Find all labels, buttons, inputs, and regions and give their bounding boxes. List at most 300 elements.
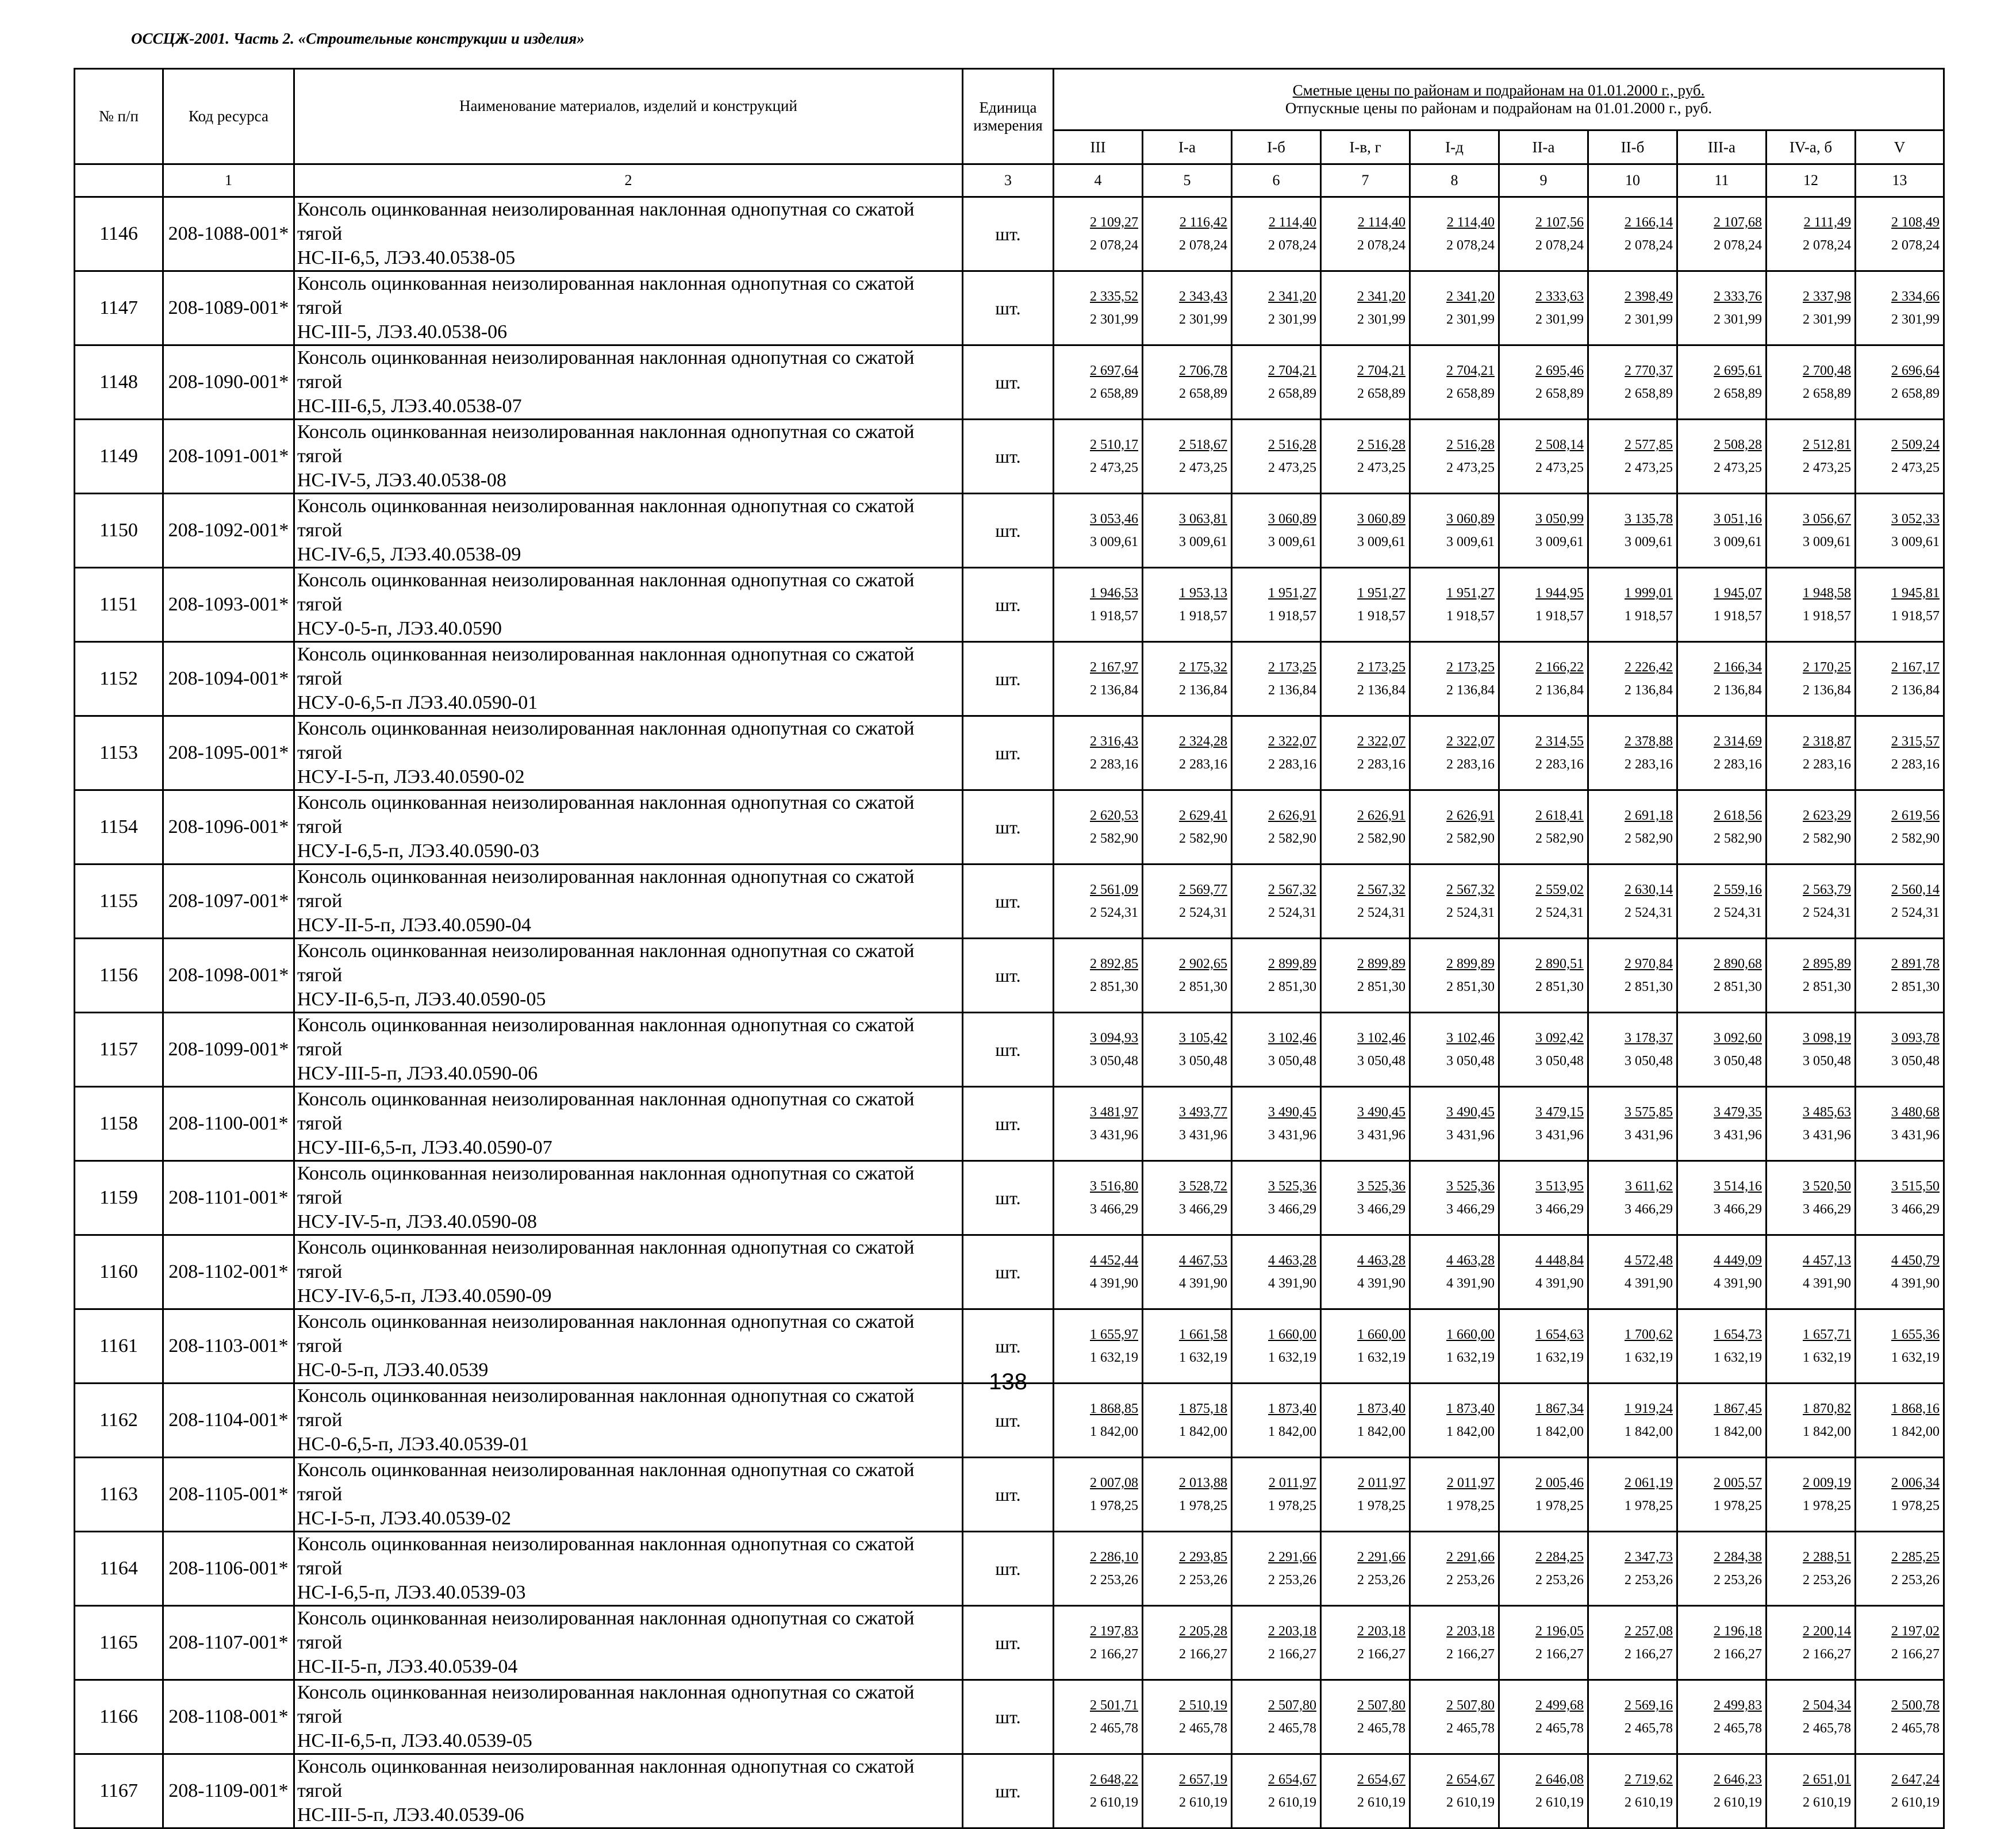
estimate-price: 2 324,28: [1179, 734, 1227, 749]
estimate-price: 2 107,68: [1714, 215, 1762, 230]
price-cell: [1321, 420, 1410, 494]
estimate-price: 3 515,50: [1891, 1179, 1940, 1194]
estimate-price: 2 510,17: [1090, 437, 1138, 452]
estimate-price: 3 102,46: [1268, 1031, 1316, 1046]
table-row: [75, 494, 1944, 568]
price-cell: [1143, 271, 1232, 345]
estimate-price: 2 318,87: [1803, 734, 1851, 749]
row-number: 1150: [75, 494, 163, 568]
material-name-line2: НСУ-II-5-п, ЛЭЗ.40.0590-04: [297, 914, 531, 936]
price-cell: [1677, 345, 1767, 420]
header-num: № п/п: [75, 69, 163, 164]
estimate-price: 2 114,40: [1446, 215, 1495, 230]
estimate-price: 2 892,85: [1090, 956, 1138, 971]
estimate-price: 3 060,89: [1268, 512, 1316, 527]
estimate-price: 3 178,37: [1625, 1031, 1673, 1046]
estimate-price: 2 341,20: [1357, 289, 1406, 304]
estimate-price: 2 378,88: [1625, 734, 1673, 749]
release-price: 2 253,26: [1714, 1573, 1762, 1588]
price-cell: [1677, 1680, 1767, 1754]
price-cell: [1677, 1013, 1767, 1087]
price-cell: [1767, 197, 1856, 271]
release-price: 1 918,57: [1446, 609, 1495, 624]
price-cell: [1410, 494, 1499, 568]
header-colnum: 13: [1856, 164, 1944, 197]
estimate-price: 2 200,14: [1803, 1624, 1851, 1639]
release-price: 1 918,57: [1179, 609, 1227, 624]
estimate-price: 4 463,28: [1357, 1253, 1406, 1268]
estimate-price: 3 528,72: [1179, 1179, 1227, 1194]
release-price: 2 473,25: [1179, 460, 1227, 475]
price-cell: [1054, 1235, 1143, 1309]
price-cell: [1054, 1532, 1143, 1606]
release-price: 3 009,61: [1446, 535, 1495, 550]
release-price: 3 431,96: [1535, 1128, 1584, 1143]
header-name: Наименование материалов, изделий и конструкций: [294, 69, 963, 164]
price-cell: [1677, 1087, 1767, 1161]
release-price: 3 431,96: [1803, 1128, 1851, 1143]
release-price: 2 658,89: [1446, 386, 1495, 401]
estimate-price: 2 173,25: [1268, 660, 1316, 675]
unit: шт.: [963, 568, 1054, 642]
estimate-price: 2 559,16: [1714, 882, 1762, 897]
release-price: 2 851,30: [1714, 979, 1762, 994]
price-cell: [1499, 1680, 1588, 1754]
header-colnum: 6: [1232, 164, 1321, 197]
release-price: 2 658,89: [1179, 386, 1227, 401]
table-row: [75, 1606, 1944, 1680]
price-cell: [1499, 568, 1588, 642]
release-price: 3 431,96: [1268, 1128, 1316, 1143]
release-price: 1 842,00: [1891, 1424, 1940, 1439]
price-cell: [1232, 1013, 1321, 1087]
estimate-price: 2 890,68: [1714, 956, 1762, 971]
unit: шт.: [963, 1235, 1054, 1309]
table-row: [75, 864, 1944, 939]
resource-code: 208-1109-001*: [163, 1754, 294, 1828]
release-price: 2 253,26: [1357, 1573, 1406, 1588]
estimate-price: 2 173,25: [1357, 660, 1406, 675]
release-price: 1 632,19: [1268, 1350, 1316, 1365]
estimate-price: 2 510,19: [1179, 1698, 1227, 1713]
material-name: [294, 1087, 963, 1161]
estimate-price: 2 654,67: [1268, 1772, 1316, 1787]
release-price: 1 918,57: [1357, 609, 1406, 624]
price-cell: [1856, 716, 1944, 790]
row-number: 1167: [75, 1754, 163, 1828]
price-cell: [1143, 1532, 1232, 1606]
price-cell: [1499, 271, 1588, 345]
estimate-price: 2 166,14: [1625, 215, 1673, 230]
table-row: [75, 1680, 1944, 1754]
estimate-price: 2 508,28: [1714, 437, 1762, 452]
estimate-price: 2 335,52: [1090, 289, 1138, 304]
estimate-price: 4 449,09: [1714, 1253, 1762, 1268]
table-row: [75, 1754, 1944, 1828]
estimate-price: 2 284,25: [1535, 1550, 1584, 1565]
price-cell: [1410, 1161, 1499, 1235]
material-name-line1: Консоль оцинкованная неизолированная наклонная однопутная со сжатой тягой: [297, 273, 915, 318]
price-cell: [1054, 1458, 1143, 1532]
estimate-price: 2 559,02: [1535, 882, 1584, 897]
unit: шт.: [963, 864, 1054, 939]
estimate-price: 2 197,83: [1090, 1624, 1138, 1639]
header-colnum: 3: [963, 164, 1054, 197]
estimate-price: 2 166,34: [1714, 660, 1762, 675]
estimate-price: 4 467,53: [1179, 1253, 1227, 1268]
estimate-price: 1 948,58: [1803, 586, 1851, 601]
material-name-line1: Консоль оцинкованная неизолированная наклонная однопутная со сжатой тягой: [297, 570, 915, 615]
release-price: 2 283,16: [1535, 757, 1584, 772]
estimate-price: 2 577,85: [1625, 437, 1673, 452]
material-name-line1: Консоль оцинкованная неизолированная наклонная однопутная со сжатой тягой: [297, 199, 915, 244]
price-cell: [1143, 1680, 1232, 1754]
estimate-price: 2 286,10: [1090, 1550, 1138, 1565]
release-price: 1 632,19: [1179, 1350, 1227, 1365]
price-cell: [1767, 420, 1856, 494]
price-cell: [1767, 1235, 1856, 1309]
price-cell: [1410, 568, 1499, 642]
price-cell: [1232, 1161, 1321, 1235]
header-colnum: 12: [1767, 164, 1856, 197]
estimate-price: 2 569,77: [1179, 882, 1227, 897]
estimate-price: 3 063,81: [1179, 512, 1227, 527]
price-cell: [1232, 345, 1321, 420]
price-cell: [1410, 197, 1499, 271]
price-cell: [1499, 1161, 1588, 1235]
release-price: 2 166,27: [1446, 1647, 1495, 1662]
header-colnum: 5: [1143, 164, 1232, 197]
release-price: 1 632,19: [1090, 1350, 1138, 1365]
release-price: 1 842,00: [1535, 1424, 1584, 1439]
release-price: 4 391,90: [1535, 1276, 1584, 1291]
resource-code: 208-1090-001*: [163, 345, 294, 420]
price-cell: [1767, 1458, 1856, 1532]
material-name: [294, 1606, 963, 1680]
resource-code: 208-1096-001*: [163, 790, 294, 864]
release-price: 2 658,89: [1891, 386, 1940, 401]
price-cell: [1143, 864, 1232, 939]
release-price: 1 918,57: [1625, 609, 1673, 624]
estimate-price: 3 105,42: [1179, 1031, 1227, 1046]
row-number: 1163: [75, 1458, 163, 1532]
unit: шт.: [963, 271, 1054, 345]
table-row: [75, 716, 1944, 790]
material-name-line1: Консоль оцинкованная неизолированная наклонная однопутная со сжатой тягой: [297, 1015, 915, 1060]
price-cell: [1410, 1087, 1499, 1161]
release-price: 2 473,25: [1625, 460, 1673, 475]
estimate-price: 2 648,22: [1090, 1772, 1138, 1787]
estimate-price: 2 899,89: [1357, 956, 1406, 971]
estimate-price: 3 490,45: [1357, 1105, 1406, 1120]
estimate-price: 1 945,07: [1714, 586, 1762, 601]
release-price: 2 283,16: [1179, 757, 1227, 772]
material-name-line2: НСУ-0-6,5-п ЛЭЗ.40.0590-01: [297, 692, 538, 713]
material-name-line2: НС-III-6,5, ЛЭЗ.40.0538-07: [297, 395, 522, 417]
price-cell: [1767, 1680, 1856, 1754]
resource-code: 208-1107-001*: [163, 1606, 294, 1680]
estimate-price: 2 508,14: [1535, 437, 1584, 452]
material-name: [294, 1235, 963, 1309]
price-cell: [1054, 716, 1143, 790]
release-price: 2 473,25: [1803, 460, 1851, 475]
price-cell: [1143, 345, 1232, 420]
price-cell: [1499, 939, 1588, 1013]
material-name-line1: Консоль оцинкованная неизолированная наклонная однопутная со сжатой тягой: [297, 1163, 915, 1208]
price-cell: [1856, 1235, 1944, 1309]
estimate-price: 2 257,08: [1625, 1624, 1673, 1639]
price-cell: [1232, 1235, 1321, 1309]
estimate-price: 2 341,20: [1268, 289, 1316, 304]
row-number: 1161: [75, 1309, 163, 1384]
release-price: 2 253,26: [1803, 1573, 1851, 1588]
release-price: 2 166,27: [1179, 1647, 1227, 1662]
release-price: 2 658,89: [1714, 386, 1762, 401]
release-price: 2 301,99: [1535, 312, 1584, 327]
header-colnum: 8: [1410, 164, 1499, 197]
material-name-line1: Консоль оцинкованная неизолированная наклонная однопутная со сжатой тягой: [297, 718, 915, 763]
price-cell: [1499, 1606, 1588, 1680]
material-name-line1: Консоль оцинкованная неизолированная наклонная однопутная со сжатой тягой: [297, 1682, 915, 1727]
price-cell: [1677, 494, 1767, 568]
release-price: 2 078,24: [1625, 238, 1673, 253]
price-cell: [1767, 790, 1856, 864]
price-cell: [1588, 420, 1677, 494]
estimate-price: 4 463,28: [1268, 1253, 1316, 1268]
release-price: 2 465,78: [1625, 1721, 1673, 1736]
price-cell: [1321, 642, 1410, 716]
price-cell: [1054, 1680, 1143, 1754]
material-name-line1: Консоль оцинкованная неизолированная наклонная однопутная со сжатой тягой: [297, 1237, 915, 1282]
estimate-price: 1 660,00: [1446, 1327, 1495, 1342]
release-price: 2 465,78: [1357, 1721, 1406, 1736]
resource-code: 208-1098-001*: [163, 939, 294, 1013]
price-cell: [1767, 1013, 1856, 1087]
estimate-price: 2 114,40: [1268, 215, 1316, 230]
row-number: 1166: [75, 1680, 163, 1754]
material-name-line2: НС-IV-6,5, ЛЭЗ.40.0538-09: [297, 544, 521, 565]
resource-code: 208-1095-001*: [163, 716, 294, 790]
release-price: 3 431,96: [1625, 1128, 1673, 1143]
material-name-line2: НС-II-6,5, ЛЭЗ.40.0538-05: [297, 247, 516, 268]
price-cell: [1321, 494, 1410, 568]
resource-code: 208-1091-001*: [163, 420, 294, 494]
row-number: 1159: [75, 1161, 163, 1235]
estimate-price: 2 109,27: [1090, 215, 1138, 230]
price-cell: [1767, 1161, 1856, 1235]
unit: шт.: [963, 790, 1054, 864]
release-price: 3 466,29: [1357, 1202, 1406, 1217]
price-cell: [1677, 642, 1767, 716]
estimate-price: 2 341,20: [1446, 289, 1495, 304]
material-name-line1: Консоль оцинкованная неизолированная наклонная однопутная со сжатой тягой: [297, 644, 915, 689]
price-cell: [1856, 1013, 1944, 1087]
estimate-price: 2 719,62: [1625, 1772, 1673, 1787]
estimate-price: 4 452,44: [1090, 1253, 1138, 1268]
price-cell: [1767, 494, 1856, 568]
price-cell: [1232, 1458, 1321, 1532]
release-price: 2 851,30: [1179, 979, 1227, 994]
release-price: 3 009,61: [1625, 535, 1673, 550]
price-cell: [1588, 1235, 1677, 1309]
release-price: 2 301,99: [1714, 312, 1762, 327]
header-unit: Единица измерения: [963, 69, 1054, 164]
header-prices-estimate: Сметные цены по районам и подрайонам на 01.01.2000 г., руб.: [1292, 82, 1705, 99]
release-price: 1 842,00: [1268, 1424, 1316, 1439]
estimate-price: 2 504,34: [1803, 1698, 1851, 1713]
price-cell: [1588, 1606, 1677, 1680]
release-price: 3 466,29: [1446, 1202, 1495, 1217]
price-cell: [1767, 1754, 1856, 1828]
estimate-price: 1 946,53: [1090, 586, 1138, 601]
row-number: 1154: [75, 790, 163, 864]
release-price: 1 918,57: [1803, 609, 1851, 624]
estimate-price: 2 630,14: [1625, 882, 1673, 897]
resource-code: 208-1100-001*: [163, 1087, 294, 1161]
release-price: 1 978,25: [1891, 1498, 1940, 1513]
release-price: 1 978,25: [1446, 1498, 1495, 1513]
release-price: 2 078,24: [1535, 238, 1584, 253]
release-price: 2 851,30: [1357, 979, 1406, 994]
price-cell: [1588, 197, 1677, 271]
price-cell: [1767, 1532, 1856, 1606]
release-price: 1 978,25: [1625, 1498, 1673, 1513]
release-price: 2 582,90: [1446, 831, 1495, 846]
material-name: [294, 420, 963, 494]
price-cell: [1054, 568, 1143, 642]
release-price: 2 610,19: [1625, 1795, 1673, 1810]
estimate-price: 3 481,97: [1090, 1105, 1138, 1120]
release-price: 3 466,29: [1803, 1202, 1851, 1217]
price-cell: [1232, 1680, 1321, 1754]
price-cell: [1321, 864, 1410, 939]
estimate-price: 3 052,33: [1891, 512, 1940, 527]
release-price: 2 301,99: [1891, 312, 1940, 327]
price-cell: [1410, 864, 1499, 939]
release-price: 2 582,90: [1535, 831, 1584, 846]
estimate-price: 2 322,07: [1268, 734, 1316, 749]
estimate-price: 3 093,78: [1891, 1031, 1940, 1046]
estimate-price: 2 509,24: [1891, 437, 1940, 452]
price-cell: [1054, 1013, 1143, 1087]
row-number: 1149: [75, 420, 163, 494]
release-price: 2 283,16: [1714, 757, 1762, 772]
release-price: 2 851,30: [1535, 979, 1584, 994]
price-cell: [1321, 1458, 1410, 1532]
page-number: 138: [989, 1369, 1027, 1394]
release-price: 3 050,48: [1625, 1054, 1673, 1069]
release-price: 4 391,90: [1179, 1276, 1227, 1291]
release-price: 2 301,99: [1803, 312, 1851, 327]
price-cell: [1410, 716, 1499, 790]
price-cell: [1499, 1754, 1588, 1828]
material-name: [294, 1532, 963, 1606]
release-price: 2 078,24: [1090, 238, 1138, 253]
estimate-price: 3 525,36: [1357, 1179, 1406, 1194]
material-name-line1: Консоль оцинкованная неизолированная наклонная однопутная со сжатой тягой: [297, 1459, 915, 1505]
estimate-price: 2 563,79: [1803, 882, 1851, 897]
release-price: 4 391,90: [1446, 1276, 1495, 1291]
release-price: 2 582,90: [1268, 831, 1316, 846]
release-price: 4 391,90: [1357, 1276, 1406, 1291]
resource-code: 208-1093-001*: [163, 568, 294, 642]
material-name: [294, 642, 963, 716]
price-cell: [1856, 1606, 1944, 1680]
unit: шт.: [963, 1680, 1054, 1754]
price-cell: [1499, 1013, 1588, 1087]
estimate-price: 1 655,97: [1090, 1327, 1138, 1342]
estimate-price: 2 899,89: [1446, 956, 1495, 971]
release-price: 1 842,00: [1357, 1424, 1406, 1439]
estimate-price: 1 867,34: [1535, 1401, 1584, 1416]
release-price: 2 851,30: [1625, 979, 1673, 994]
price-cell: [1143, 1087, 1232, 1161]
release-price: 1 632,19: [1357, 1350, 1406, 1365]
estimate-price: 3 520,50: [1803, 1179, 1851, 1194]
release-price: 2 465,78: [1803, 1721, 1851, 1736]
release-price: 2 465,78: [1090, 1721, 1138, 1736]
release-price: 1 632,19: [1803, 1350, 1851, 1365]
price-cell: [1677, 420, 1767, 494]
resource-code: 208-1108-001*: [163, 1680, 294, 1754]
material-name-line1: Консоль оцинкованная неизолированная наклонная однопутная со сжатой тягой: [297, 940, 915, 986]
release-price: 2 078,24: [1179, 238, 1227, 253]
price-cell: [1410, 1235, 1499, 1309]
price-cell: [1054, 939, 1143, 1013]
release-price: 3 050,48: [1268, 1054, 1316, 1069]
price-cell: [1232, 790, 1321, 864]
estimate-price: 3 516,80: [1090, 1179, 1138, 1194]
unit: шт.: [963, 1606, 1054, 1680]
estimate-price: 2 651,01: [1803, 1772, 1851, 1787]
price-cell: [1321, 197, 1410, 271]
release-price: 2 851,30: [1090, 979, 1138, 994]
release-price: 2 610,19: [1268, 1795, 1316, 1810]
estimate-price: 2 009,19: [1803, 1476, 1851, 1490]
price-cell: [1856, 1532, 1944, 1606]
release-price: 2 283,16: [1090, 757, 1138, 772]
estimate-price: 3 060,89: [1446, 512, 1495, 527]
release-price: 3 050,48: [1803, 1054, 1851, 1069]
release-price: 2 524,31: [1535, 905, 1584, 920]
estimate-price: 3 611,62: [1625, 1179, 1673, 1194]
estimate-price: 3 092,60: [1714, 1031, 1762, 1046]
material-name-line1: Консоль оцинкованная неизолированная наклонная однопутная со сжатой тягой: [297, 792, 915, 837]
price-cell: [1767, 1087, 1856, 1161]
release-price: 3 466,29: [1714, 1202, 1762, 1217]
release-price: 1 978,25: [1090, 1498, 1138, 1513]
estimate-price: 2 013,88: [1179, 1476, 1227, 1490]
estimate-price: 1 661,58: [1179, 1327, 1227, 1342]
estimate-price: 2 314,69: [1714, 734, 1762, 749]
release-price: 1 842,00: [1179, 1424, 1227, 1439]
price-cell: [1054, 494, 1143, 568]
price-cell: [1677, 1754, 1767, 1828]
estimate-price: 2 167,17: [1891, 660, 1940, 675]
price-cell: [1588, 345, 1677, 420]
estimate-price: 2 704,21: [1268, 363, 1316, 378]
release-price: 2 582,90: [1891, 831, 1940, 846]
header-prices: [1054, 69, 1944, 130]
release-price: 3 050,48: [1535, 1054, 1584, 1069]
material-name-line1: Консоль оцинкованная неизолированная наклонная однопутная со сжатой тягой: [297, 347, 915, 393]
estimate-price: 2 011,97: [1268, 1476, 1316, 1490]
estimate-price: 2 567,32: [1268, 882, 1316, 897]
material-name-line2: НС-IV-5, ЛЭЗ.40.0538-08: [297, 470, 506, 491]
price-cell: [1856, 939, 1944, 1013]
release-price: 4 391,90: [1803, 1276, 1851, 1291]
price-cell: [1856, 271, 1944, 345]
